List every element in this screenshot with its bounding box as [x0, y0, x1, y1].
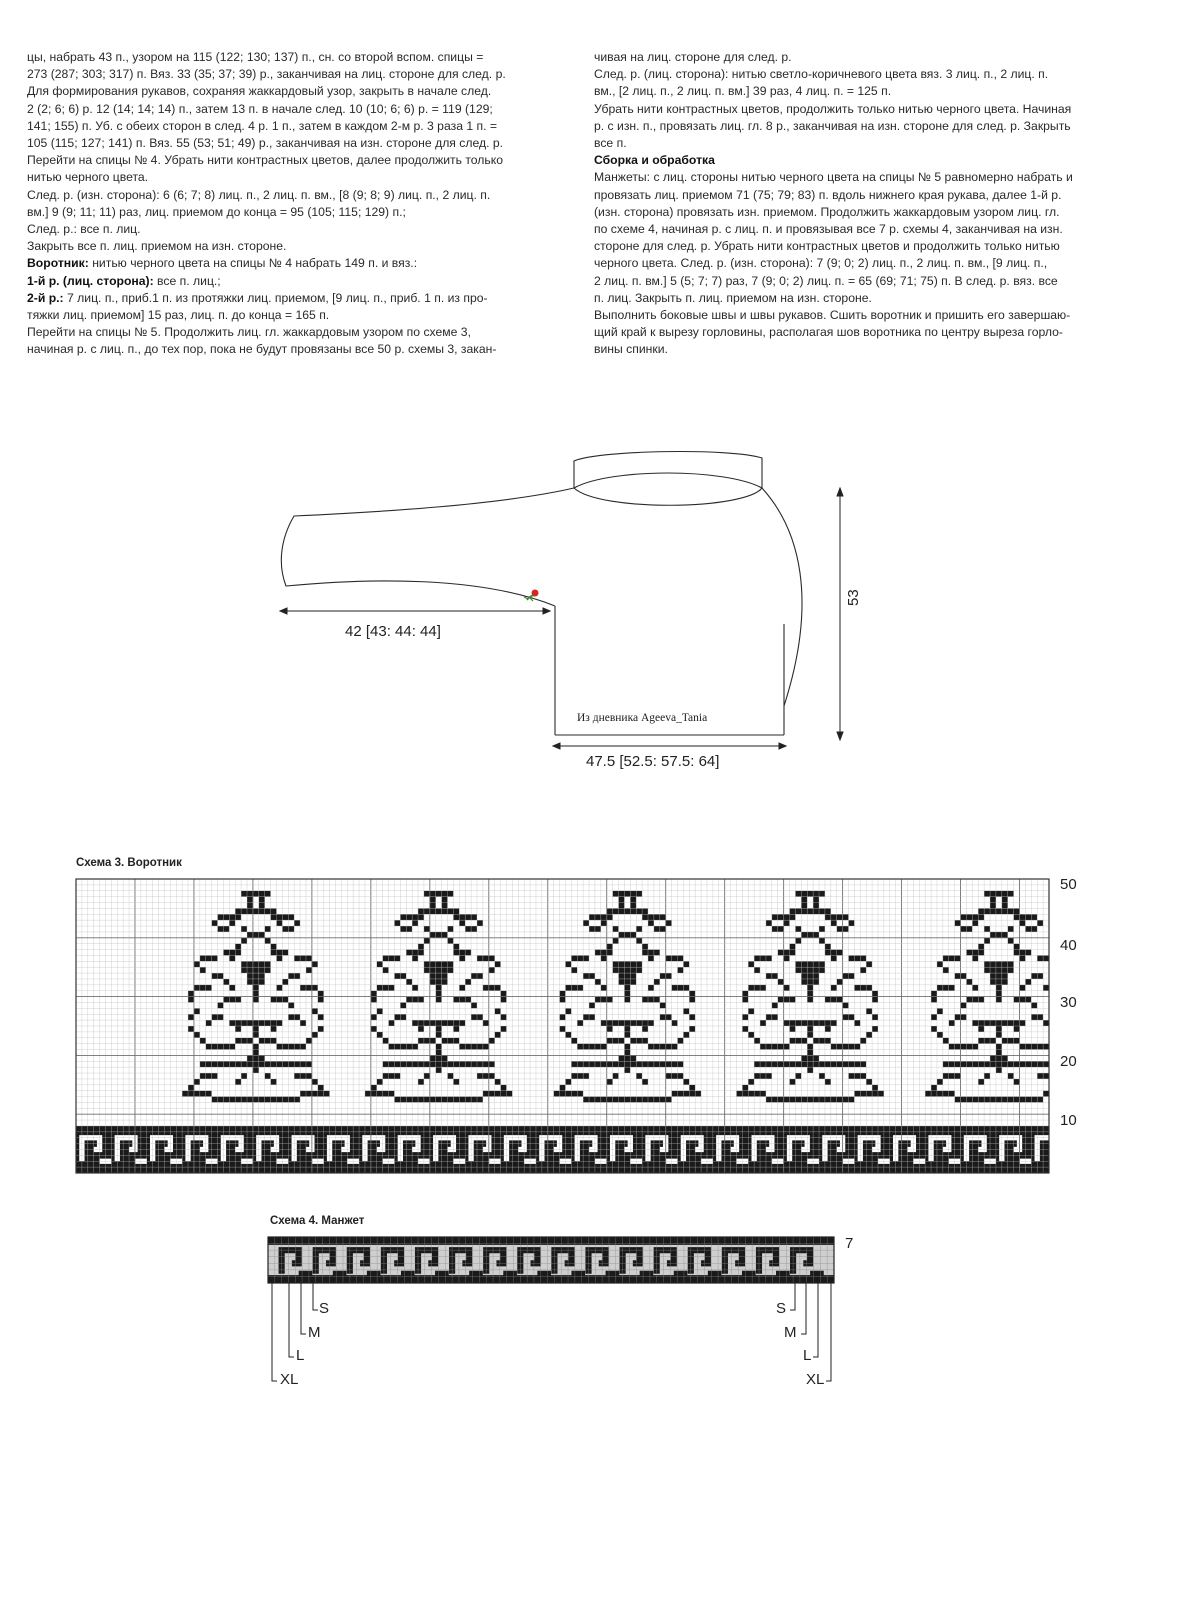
text-line: След. р.: все п. лиц. [27, 222, 141, 237]
text-line: Для формирования рукавов, сохраняя жаккардовый узор, закрыть в начале след. [27, 84, 492, 99]
text-line: След. р. (лиц. сторона): нитью светло-коричневого цвета вяз. 3 лиц. п., 2 лиц. п. [594, 67, 1049, 82]
text-line: провязать лиц. приемом 71 (75; 79; 83) п. вдоль нижнего края рукава, далее 1-й р. [594, 187, 1062, 202]
text-line: Закрыть все п. лиц. приемом на изн. стороне. [27, 239, 287, 254]
text-line: 273 (287; 303; 317) п. Вяз. 33 (35; 37; 39) р., заканчивая на лиц. стороне для след. р. [27, 67, 506, 82]
text-line: по схеме 4, начиная р. с лиц. п. и провязывая все 7 р. схемы 4, заканчивая на изн. [594, 222, 1063, 237]
size-bracket [272, 1283, 277, 1381]
assembly-heading: Сборка и обработка [594, 153, 715, 168]
row1-text: все п. лиц.; [153, 273, 221, 288]
row-label-30: 30 [1060, 994, 1077, 1011]
size-bracket [801, 1283, 806, 1334]
schema3-title: Схема 3. Воротник [76, 857, 182, 869]
text-line: вм., [2 лиц. п., 2 лиц. п. вм.] 39 раз, 4 лиц. п. = 125 п. [594, 84, 892, 99]
text-line: чивая на лиц. стороне для след. р. [594, 50, 792, 64]
text-line: вины спинки. [594, 342, 668, 357]
text-line: щий край к вырезу горловины, располагая шов воротника по центру выреза горло- [594, 325, 1063, 340]
size-bracket [826, 1283, 831, 1381]
size-label-xl-left: XL [280, 1371, 299, 1388]
text-line: 2 (2; 6; 6) р. 12 (14; 14; 14) п., затем 13 п. в начале след. 10 (10; 6; 6) р. = 119 (129; [27, 101, 493, 116]
row-label-50: 50 [1060, 876, 1077, 893]
size-label-l-right: L [803, 1347, 812, 1364]
row-label-40: 40 [1060, 937, 1077, 954]
text-line: п. лиц. Закрыть п. лиц. приемом на изн. стороне. [594, 290, 872, 305]
row1-heading: 1-й р. (лиц. сторона): [27, 273, 154, 288]
width-label: 47.5 [52.5: 57.5: 64] [586, 753, 720, 770]
height-label: 53 [845, 589, 862, 606]
text-line: Выполнить боковые швы и швы рукавов. Сшить воротник и пришить его завершаю- [594, 308, 1071, 323]
text-line: стороне для след. р. Убрать нити контрастных цветов и продолжить только нитью [594, 239, 1060, 254]
schema4-rows-label: 7 [845, 1235, 854, 1252]
schema4-title: Схема 4. Манжет [270, 1215, 365, 1227]
text-line: Перейти на спицы № 4. Убрать нити контрастных цветов, далее продолжить только [27, 153, 504, 168]
row-label-20: 20 [1060, 1053, 1077, 1070]
size-bracket [790, 1283, 795, 1310]
size-label-s-left: S [319, 1300, 330, 1317]
text-line: начиная р. с лиц. п., до тех пор, пока не будут провязаны все 50 р. схемы 3, закан- [27, 342, 497, 357]
row-label-10: 10 [1060, 1112, 1077, 1129]
size-bracket [289, 1283, 294, 1357]
size-bracket [313, 1283, 318, 1310]
text-line: Манжеты: с лиц. стороны нитью черного цвета на спицы № 5 равномерно набрать и [594, 170, 1073, 185]
size-bracket [301, 1283, 306, 1334]
text-line: все п. [594, 136, 627, 151]
text-line: Убрать нити контрастных цветов, продолжить только нитью черного цвета. Начиная [594, 101, 1072, 116]
watermark: Из дневника Ageeva_Tania [577, 712, 708, 724]
row2-text: 7 лиц. п., приб.1 п. из протяжки лиц. приемом, [9 лиц. п., приб. 1 п. из про- [63, 290, 488, 305]
text-line: вм.] 9 (9; 11; 11) раз, лиц. приемом до конца = 95 (105; 115; 129) п.; [27, 204, 406, 219]
text-line: 2 лиц. п. вм.] 5 (5; 7; 7) раз, 7 (9; 0; 2) лиц. п. = 65 (69; 71; 75) п. В след. р. вяз. все [594, 273, 1058, 288]
collar-heading: Воротник: [27, 256, 89, 271]
text-line: черного цвета. След. р. (изн. сторона): 7 (9; 0; 2) лиц. п., 2 лиц. п. вм., [9 лиц. п., [594, 256, 1048, 271]
size-label-l-left: L [296, 1347, 305, 1364]
text-line: (изн. сторона) провязать изн. приемом. Продолжить жаккардовым узором лиц. гл. [594, 204, 1060, 219]
sleeve-length-label: 42 [43: 44: 44] [345, 623, 441, 640]
size-label-xl-right: XL [806, 1371, 825, 1388]
text-line: цы, набрать 43 п., узором на 115 (122; 130; 137) п., сн. со второй вспом. спицы = [27, 50, 484, 64]
size-bracket [813, 1283, 818, 1357]
text-line: р. с изн. п., провязать лиц. гл. 8 р., заканчивая на изн. стороне для след. р. Закрыть [594, 118, 1071, 133]
text-line: нитью черного цвета. [27, 170, 149, 185]
text-line: След. р. (изн. сторона): 6 (6; 7; 8) лиц. п., 2 лиц. п. вм., [8 (9; 8; 9) лиц. п., 2 лиц. п. [27, 187, 491, 202]
text-line: 141; 155) п. Уб. с обеих сторон в след. 4 р. 1 п., затем в каждом 2-м р. 3 раза 1 п. = [27, 118, 498, 133]
text-line: 105 (115; 127; 141) п. Вяз. 55 (53; 51; 49) р., заканчивая на изн. стороне для след. р. [27, 136, 504, 151]
collar-text: нитью черного цвета на спицы № 4 набрать 149 п. и вяз.: [88, 256, 418, 271]
size-label-s-right: S [776, 1300, 787, 1317]
row2-continuation: тяжки лиц. приемом] 15 раз, лиц. п. до конца = 165 п. [27, 308, 330, 323]
size-label-m-left: M [308, 1324, 321, 1341]
row2-heading: 2-й р.: [27, 290, 64, 305]
size-label-m-right: M [784, 1324, 797, 1341]
text-line: Перейти на спицы № 5. Продолжить лиц. гл. жаккардовым узором по схеме 3, [27, 325, 471, 340]
